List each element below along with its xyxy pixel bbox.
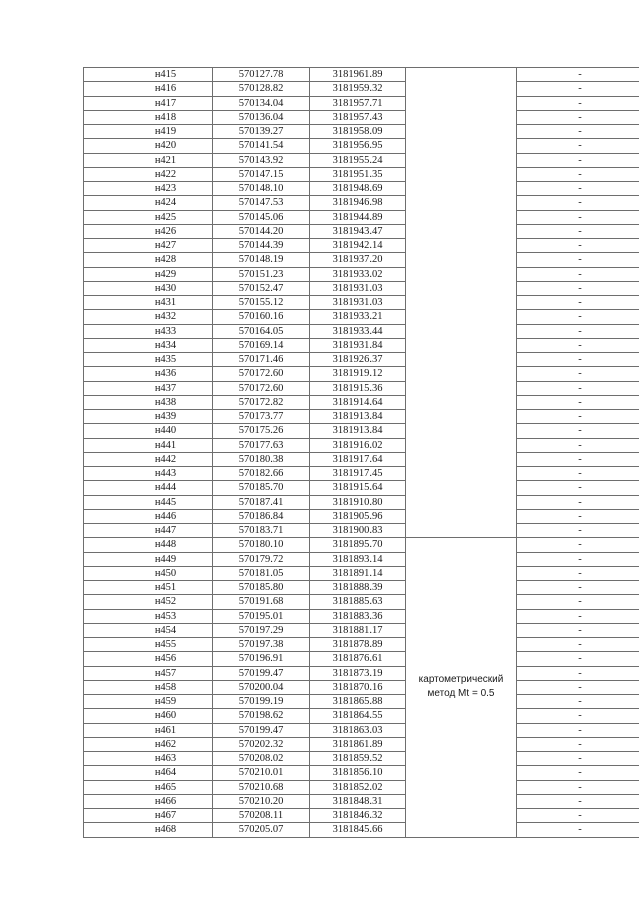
note-cell: - xyxy=(517,182,639,196)
y-coordinate-cell: 3181931.84 xyxy=(310,338,406,352)
coordinates-table xyxy=(83,67,639,838)
table-row xyxy=(84,310,639,324)
table-row xyxy=(84,638,639,652)
y-coordinate-cell: 3181895.70 xyxy=(310,538,406,552)
point-name-cell: н450 xyxy=(84,566,213,580)
y-coordinate-cell: 3181961.89 xyxy=(310,68,406,82)
y-coordinate-cell: 3181959.32 xyxy=(310,82,406,96)
point-name-cell: н444 xyxy=(84,481,213,495)
table-row xyxy=(84,210,639,224)
note-cell: - xyxy=(517,167,639,181)
y-coordinate-cell: 3181846.32 xyxy=(310,809,406,823)
note-cell: - xyxy=(517,695,639,709)
point-name-cell: н460 xyxy=(84,709,213,723)
note-cell: - xyxy=(517,666,639,680)
point-name-cell: н420 xyxy=(84,139,213,153)
x-coordinate-cell: 570185.80 xyxy=(213,581,310,595)
x-coordinate-cell: 570177.63 xyxy=(213,438,310,452)
note-cell: - xyxy=(517,281,639,295)
y-coordinate-cell: 3181848.31 xyxy=(310,794,406,808)
x-coordinate-cell: 570171.46 xyxy=(213,353,310,367)
point-name-cell: н425 xyxy=(84,210,213,224)
y-coordinate-cell: 3181946.98 xyxy=(310,196,406,210)
y-coordinate-cell: 3181957.43 xyxy=(310,110,406,124)
x-coordinate-cell: 570148.19 xyxy=(213,253,310,267)
point-name-cell: н438 xyxy=(84,395,213,409)
note-cell: - xyxy=(517,723,639,737)
note-cell: - xyxy=(517,153,639,167)
point-name-cell: н417 xyxy=(84,96,213,110)
note-cell: - xyxy=(517,524,639,538)
note-cell: - xyxy=(517,809,639,823)
x-coordinate-cell: 570179.72 xyxy=(213,552,310,566)
method-label-line1: картометрический xyxy=(418,674,504,686)
note-cell: - xyxy=(517,467,639,481)
y-coordinate-cell: 3181881.17 xyxy=(310,623,406,637)
x-coordinate-cell: 570155.12 xyxy=(213,296,310,310)
y-coordinate-cell: 3181931.03 xyxy=(310,281,406,295)
point-name-cell: н465 xyxy=(84,780,213,794)
table-row xyxy=(84,524,639,538)
table-row xyxy=(84,324,639,338)
table-row xyxy=(84,253,639,267)
note-cell: - xyxy=(517,709,639,723)
table-row xyxy=(84,623,639,637)
x-coordinate-cell: 570136.04 xyxy=(213,110,310,124)
point-name-cell: н421 xyxy=(84,153,213,167)
x-coordinate-cell: 570152.47 xyxy=(213,281,310,295)
y-coordinate-cell: 3181915.64 xyxy=(310,481,406,495)
note-cell: - xyxy=(517,68,639,82)
table-row xyxy=(84,538,639,552)
note-cell: - xyxy=(517,324,639,338)
x-coordinate-cell: 570172.60 xyxy=(213,367,310,381)
table-row xyxy=(84,424,639,438)
note-cell: - xyxy=(517,196,639,210)
point-name-cell: н466 xyxy=(84,794,213,808)
point-name-cell: н427 xyxy=(84,239,213,253)
y-coordinate-cell: 3181885.63 xyxy=(310,595,406,609)
table-row xyxy=(84,167,639,181)
x-coordinate-cell: 570197.29 xyxy=(213,623,310,637)
note-cell: - xyxy=(517,296,639,310)
point-name-cell: н422 xyxy=(84,167,213,181)
y-coordinate-cell: 3181865.88 xyxy=(310,695,406,709)
note-cell: - xyxy=(517,780,639,794)
method-cell-upper xyxy=(406,68,517,538)
note-cell: - xyxy=(517,680,639,694)
y-coordinate-cell: 3181957.71 xyxy=(310,96,406,110)
note-cell: - xyxy=(517,410,639,424)
y-coordinate-cell: 3181944.89 xyxy=(310,210,406,224)
table-row xyxy=(84,609,639,623)
point-name-cell: н464 xyxy=(84,766,213,780)
y-coordinate-cell: 3181931.03 xyxy=(310,296,406,310)
note-cell: - xyxy=(517,110,639,124)
y-coordinate-cell: 3181919.12 xyxy=(310,367,406,381)
y-coordinate-cell: 3181915.36 xyxy=(310,381,406,395)
note-cell: - xyxy=(517,794,639,808)
point-name-cell: н452 xyxy=(84,595,213,609)
x-coordinate-cell: 570127.78 xyxy=(213,68,310,82)
point-name-cell: н440 xyxy=(84,424,213,438)
x-coordinate-cell: 570183.71 xyxy=(213,524,310,538)
table-row xyxy=(84,438,639,452)
note-cell: - xyxy=(517,609,639,623)
note-cell: - xyxy=(517,823,639,837)
table-row xyxy=(84,367,639,381)
x-coordinate-cell: 570139.27 xyxy=(213,125,310,139)
x-coordinate-cell: 570180.10 xyxy=(213,538,310,552)
point-name-cell: н445 xyxy=(84,495,213,509)
x-coordinate-cell: 570169.14 xyxy=(213,338,310,352)
table-row xyxy=(84,82,639,96)
note-cell: - xyxy=(517,566,639,580)
x-coordinate-cell: 570144.39 xyxy=(213,239,310,253)
point-name-cell: н461 xyxy=(84,723,213,737)
x-coordinate-cell: 570164.05 xyxy=(213,324,310,338)
note-cell: - xyxy=(517,452,639,466)
point-name-cell: н416 xyxy=(84,82,213,96)
table-row xyxy=(84,110,639,124)
x-coordinate-cell: 570141.54 xyxy=(213,139,310,153)
table-row xyxy=(84,709,639,723)
y-coordinate-cell: 3181926.37 xyxy=(310,353,406,367)
y-coordinate-cell: 3181893.14 xyxy=(310,552,406,566)
x-coordinate-cell: 570191.68 xyxy=(213,595,310,609)
point-name-cell: н432 xyxy=(84,310,213,324)
point-name-cell: н435 xyxy=(84,353,213,367)
table-row xyxy=(84,666,639,680)
point-name-cell: н463 xyxy=(84,752,213,766)
x-coordinate-cell: 570200.04 xyxy=(213,680,310,694)
y-coordinate-cell: 3181856.10 xyxy=(310,766,406,780)
x-coordinate-cell: 570134.04 xyxy=(213,96,310,110)
table-row xyxy=(84,196,639,210)
x-coordinate-cell: 570151.23 xyxy=(213,267,310,281)
x-coordinate-cell: 570187.41 xyxy=(213,495,310,509)
note-cell: - xyxy=(517,125,639,139)
x-coordinate-cell: 570208.02 xyxy=(213,752,310,766)
note-cell: - xyxy=(517,424,639,438)
point-name-cell: н443 xyxy=(84,467,213,481)
x-coordinate-cell: 570196.91 xyxy=(213,652,310,666)
table-row xyxy=(84,224,639,238)
y-coordinate-cell: 3181933.02 xyxy=(310,267,406,281)
point-name-cell: н462 xyxy=(84,737,213,751)
y-coordinate-cell: 3181878.89 xyxy=(310,638,406,652)
x-coordinate-cell: 570195.01 xyxy=(213,609,310,623)
y-coordinate-cell: 3181913.84 xyxy=(310,410,406,424)
point-name-cell: н431 xyxy=(84,296,213,310)
y-coordinate-cell: 3181870.16 xyxy=(310,680,406,694)
table-row xyxy=(84,809,639,823)
table-row xyxy=(84,153,639,167)
y-coordinate-cell: 3181951.35 xyxy=(310,167,406,181)
y-coordinate-cell: 3181956.95 xyxy=(310,139,406,153)
point-name-cell: н446 xyxy=(84,509,213,523)
point-name-cell: н433 xyxy=(84,324,213,338)
note-cell: - xyxy=(517,766,639,780)
note-cell: - xyxy=(517,595,639,609)
x-coordinate-cell: 570180.38 xyxy=(213,452,310,466)
y-coordinate-cell: 3181917.45 xyxy=(310,467,406,481)
table-row xyxy=(84,495,639,509)
table-row xyxy=(84,467,639,481)
table-row xyxy=(84,552,639,566)
table-row xyxy=(84,338,639,352)
point-name-cell: н418 xyxy=(84,110,213,124)
table-row xyxy=(84,96,639,110)
point-name-cell: н423 xyxy=(84,182,213,196)
table-row xyxy=(84,281,639,295)
note-cell: - xyxy=(517,737,639,751)
note-cell: - xyxy=(517,438,639,452)
x-coordinate-cell: 570160.16 xyxy=(213,310,310,324)
x-coordinate-cell: 570144.20 xyxy=(213,224,310,238)
point-name-cell: н451 xyxy=(84,581,213,595)
point-name-cell: н437 xyxy=(84,381,213,395)
point-name-cell: н454 xyxy=(84,623,213,637)
x-coordinate-cell: 570208.11 xyxy=(213,809,310,823)
y-coordinate-cell: 3181917.64 xyxy=(310,452,406,466)
point-name-cell: н468 xyxy=(84,823,213,837)
note-cell: - xyxy=(517,752,639,766)
point-name-cell: н430 xyxy=(84,281,213,295)
note-cell: - xyxy=(517,509,639,523)
point-name-cell: н456 xyxy=(84,652,213,666)
y-coordinate-cell: 3181864.55 xyxy=(310,709,406,723)
table-row xyxy=(84,766,639,780)
y-coordinate-cell: 3181943.47 xyxy=(310,224,406,238)
x-coordinate-cell: 570145.06 xyxy=(213,210,310,224)
note-cell: - xyxy=(517,353,639,367)
table-row xyxy=(84,410,639,424)
point-name-cell: н426 xyxy=(84,224,213,238)
table-row xyxy=(84,239,639,253)
note-cell: - xyxy=(517,210,639,224)
table-row xyxy=(84,752,639,766)
point-name-cell: н447 xyxy=(84,524,213,538)
x-coordinate-cell: 570148.10 xyxy=(213,182,310,196)
y-coordinate-cell: 3181914.64 xyxy=(310,395,406,409)
x-coordinate-cell: 570199.47 xyxy=(213,723,310,737)
note-cell: - xyxy=(517,139,639,153)
y-coordinate-cell: 3181913.84 xyxy=(310,424,406,438)
point-name-cell: н457 xyxy=(84,666,213,680)
x-coordinate-cell: 570173.77 xyxy=(213,410,310,424)
point-name-cell: н428 xyxy=(84,253,213,267)
note-cell: - xyxy=(517,96,639,110)
x-coordinate-cell: 570210.68 xyxy=(213,780,310,794)
x-coordinate-cell: 570210.01 xyxy=(213,766,310,780)
x-coordinate-cell: 570210.20 xyxy=(213,794,310,808)
table-row xyxy=(84,381,639,395)
table-row xyxy=(84,780,639,794)
note-cell: - xyxy=(517,239,639,253)
table-row xyxy=(84,353,639,367)
x-coordinate-cell: 570172.60 xyxy=(213,381,310,395)
note-cell: - xyxy=(517,224,639,238)
note-cell: - xyxy=(517,253,639,267)
table-row xyxy=(84,794,639,808)
x-coordinate-cell: 570186.84 xyxy=(213,509,310,523)
y-coordinate-cell: 3181883.36 xyxy=(310,609,406,623)
y-coordinate-cell: 3181891.14 xyxy=(310,566,406,580)
note-cell: - xyxy=(517,82,639,96)
x-coordinate-cell: 570147.53 xyxy=(213,196,310,210)
table-row xyxy=(84,566,639,580)
point-name-cell: н434 xyxy=(84,338,213,352)
point-name-cell: н458 xyxy=(84,680,213,694)
x-coordinate-cell: 570205.07 xyxy=(213,823,310,837)
point-name-cell: н442 xyxy=(84,452,213,466)
table-row xyxy=(84,139,639,153)
note-cell: - xyxy=(517,267,639,281)
x-coordinate-cell: 570197.38 xyxy=(213,638,310,652)
y-coordinate-cell: 3181916.02 xyxy=(310,438,406,452)
point-name-cell: н429 xyxy=(84,267,213,281)
y-coordinate-cell: 3181905.96 xyxy=(310,509,406,523)
y-coordinate-cell: 3181958.09 xyxy=(310,125,406,139)
point-name-cell: н415 xyxy=(84,68,213,82)
y-coordinate-cell: 3181948.69 xyxy=(310,182,406,196)
table-row xyxy=(84,581,639,595)
x-coordinate-cell: 570128.82 xyxy=(213,82,310,96)
point-name-cell: н459 xyxy=(84,695,213,709)
point-name-cell: н441 xyxy=(84,438,213,452)
note-cell: - xyxy=(517,395,639,409)
table-row xyxy=(84,509,639,523)
table-row xyxy=(84,182,639,196)
y-coordinate-cell: 3181937.20 xyxy=(310,253,406,267)
table-row xyxy=(84,823,639,837)
table-row xyxy=(84,267,639,281)
point-name-cell: н455 xyxy=(84,638,213,652)
point-name-cell: н424 xyxy=(84,196,213,210)
table-row xyxy=(84,125,639,139)
x-coordinate-cell: 570147.15 xyxy=(213,167,310,181)
x-coordinate-cell: 570185.70 xyxy=(213,481,310,495)
point-name-cell: н449 xyxy=(84,552,213,566)
note-cell: - xyxy=(517,552,639,566)
point-name-cell: н448 xyxy=(84,538,213,552)
table-row xyxy=(84,481,639,495)
table-row xyxy=(84,452,639,466)
point-name-cell: н467 xyxy=(84,809,213,823)
y-coordinate-cell: 3181933.44 xyxy=(310,324,406,338)
note-cell: - xyxy=(517,495,639,509)
y-coordinate-cell: 3181942.14 xyxy=(310,239,406,253)
table-row xyxy=(84,68,639,82)
y-coordinate-cell: 3181900.83 xyxy=(310,524,406,538)
table-row xyxy=(84,723,639,737)
y-coordinate-cell: 3181852.02 xyxy=(310,780,406,794)
y-coordinate-cell: 3181859.52 xyxy=(310,752,406,766)
x-coordinate-cell: 570202.32 xyxy=(213,737,310,751)
x-coordinate-cell: 570182.66 xyxy=(213,467,310,481)
y-coordinate-cell: 3181876.61 xyxy=(310,652,406,666)
note-cell: - xyxy=(517,538,639,552)
y-coordinate-cell: 3181845.66 xyxy=(310,823,406,837)
y-coordinate-cell: 3181863.03 xyxy=(310,723,406,737)
method-cell-lower xyxy=(406,538,517,837)
x-coordinate-cell: 570199.19 xyxy=(213,695,310,709)
y-coordinate-cell: 3181888.39 xyxy=(310,581,406,595)
x-coordinate-cell: 570143.92 xyxy=(213,153,310,167)
x-coordinate-cell: 570175.26 xyxy=(213,424,310,438)
note-cell: - xyxy=(517,638,639,652)
x-coordinate-cell: 570181.05 xyxy=(213,566,310,580)
y-coordinate-cell: 3181933.21 xyxy=(310,310,406,324)
method-label-line2: метод Mt = 0.5 xyxy=(427,688,495,700)
note-cell: - xyxy=(517,481,639,495)
table-row xyxy=(84,737,639,751)
point-name-cell: н436 xyxy=(84,367,213,381)
note-cell: - xyxy=(517,381,639,395)
y-coordinate-cell: 3181955.24 xyxy=(310,153,406,167)
note-cell: - xyxy=(517,581,639,595)
coordinates-table-body xyxy=(84,68,639,838)
y-coordinate-cell: 3181861.89 xyxy=(310,737,406,751)
note-cell: - xyxy=(517,367,639,381)
note-cell: - xyxy=(517,310,639,324)
point-name-cell: н419 xyxy=(84,125,213,139)
x-coordinate-cell: 570198.62 xyxy=(213,709,310,723)
y-coordinate-cell: 3181873.19 xyxy=(310,666,406,680)
table-row xyxy=(84,652,639,666)
x-coordinate-cell: 570199.47 xyxy=(213,666,310,680)
note-cell: - xyxy=(517,338,639,352)
x-coordinate-cell: 570172.82 xyxy=(213,395,310,409)
note-cell: - xyxy=(517,623,639,637)
point-name-cell: н439 xyxy=(84,410,213,424)
table-row xyxy=(84,395,639,409)
table-row xyxy=(84,595,639,609)
point-name-cell: н453 xyxy=(84,609,213,623)
table-row xyxy=(84,296,639,310)
note-cell: - xyxy=(517,652,639,666)
table-row xyxy=(84,680,639,694)
table-row xyxy=(84,695,639,709)
y-coordinate-cell: 3181910.80 xyxy=(310,495,406,509)
